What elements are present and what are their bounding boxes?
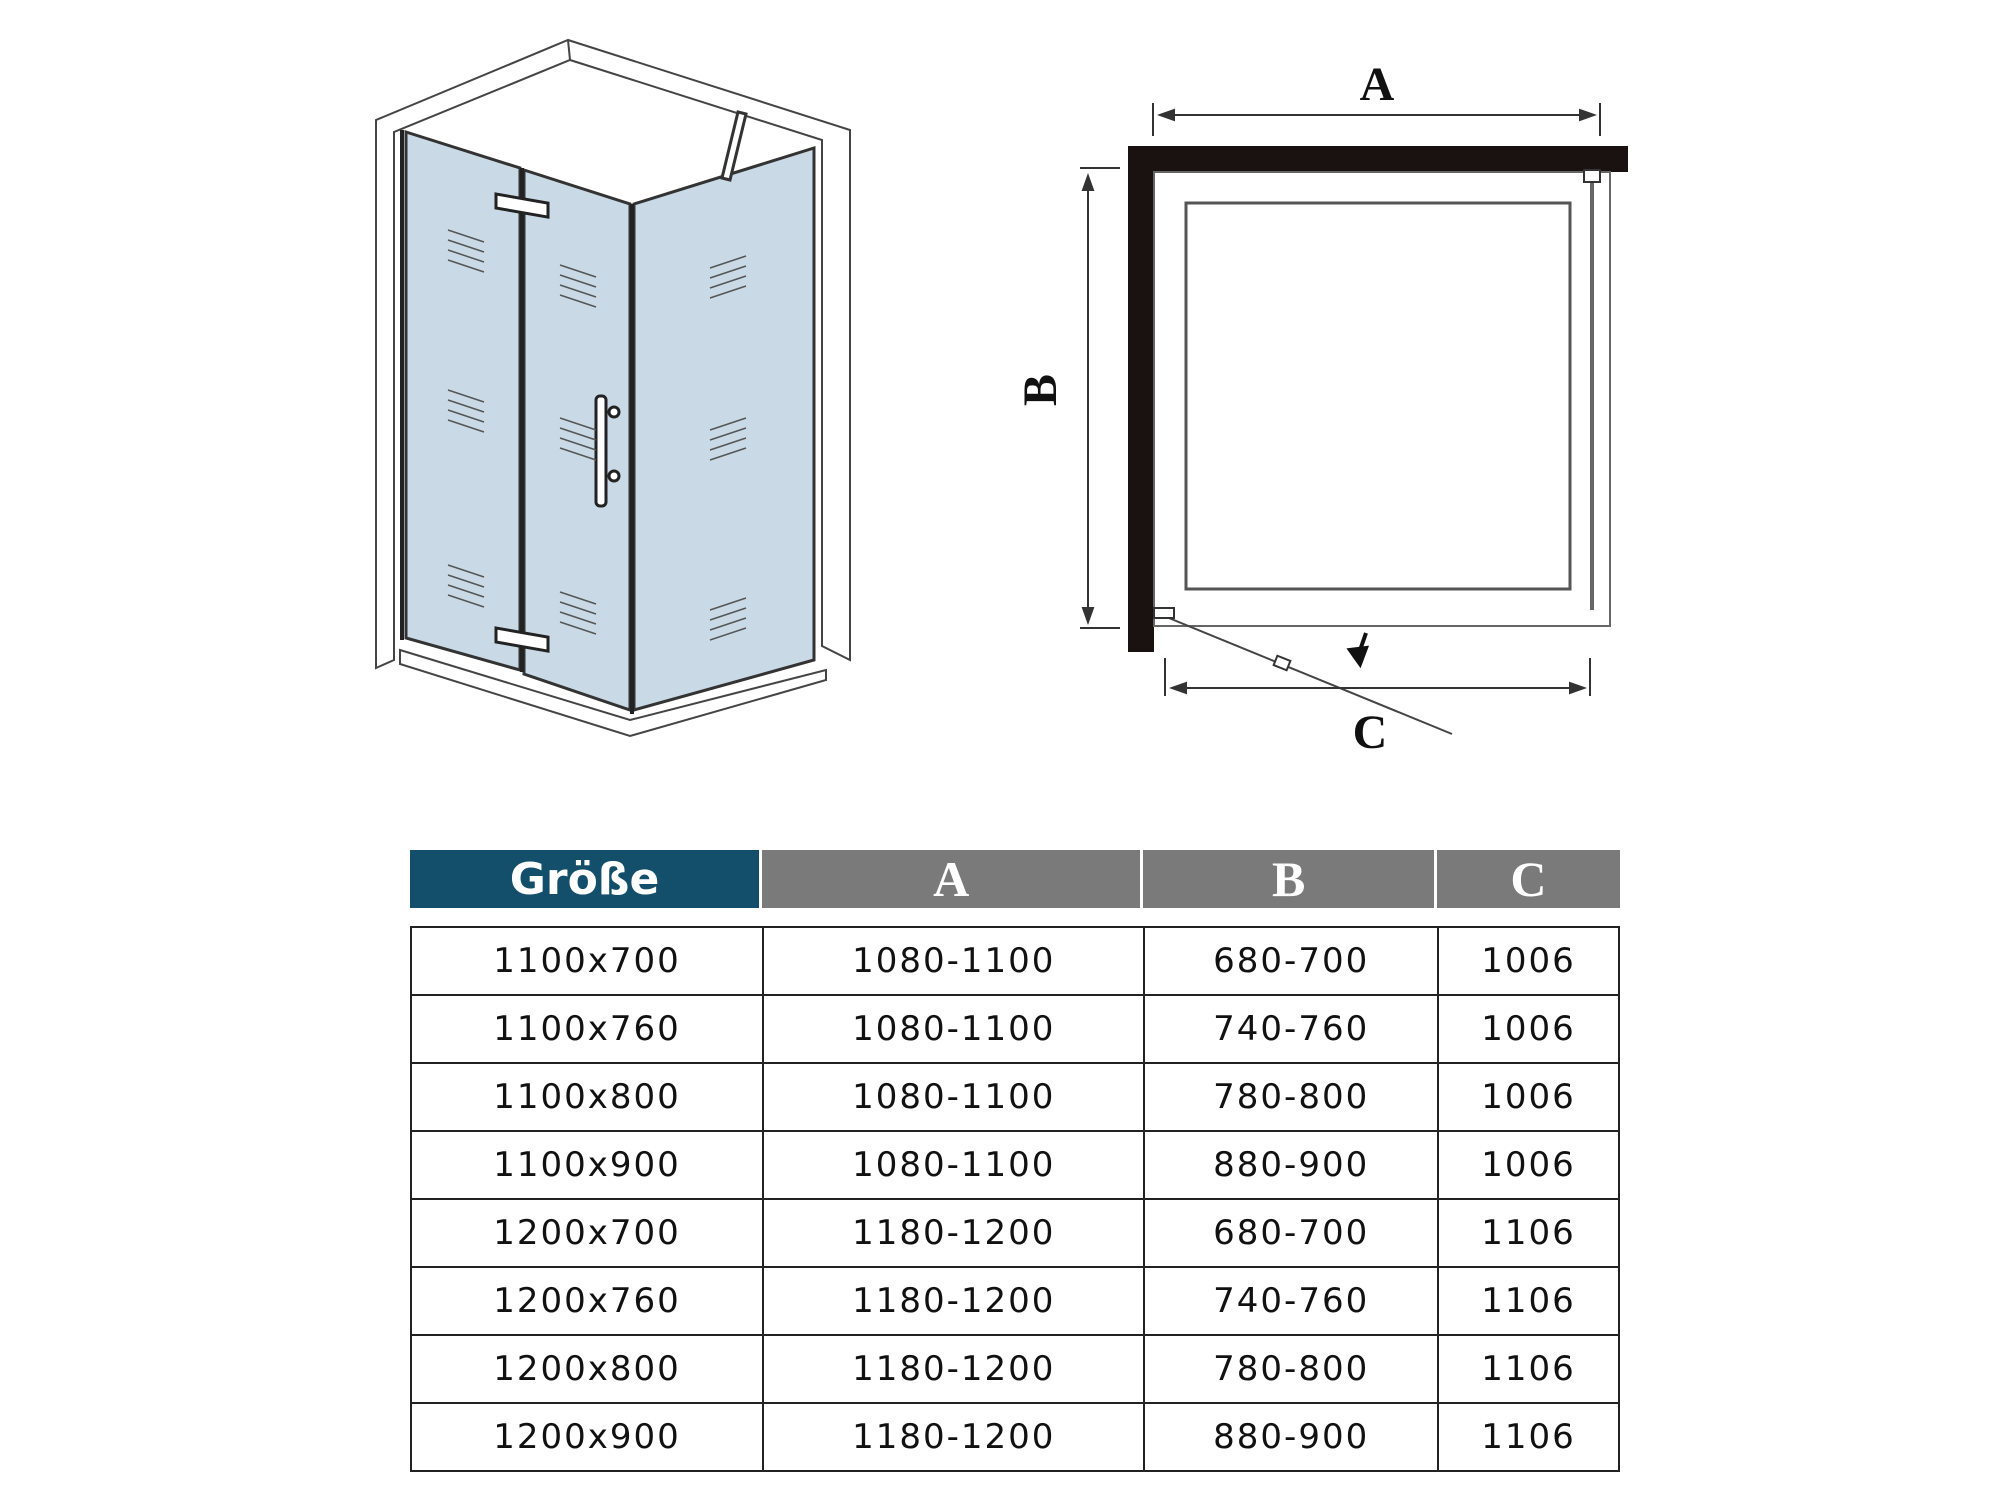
table-row <box>410 1404 1620 1472</box>
side-panel-bracket <box>1584 170 1600 182</box>
table-row <box>410 996 1620 1064</box>
dimension-b-label: B <box>1014 373 1067 407</box>
header-b: B <box>1143 850 1437 908</box>
table-spacer <box>410 908 1620 926</box>
cell-a: 1180-1200 <box>762 1336 1143 1404</box>
plan-view-diagram <box>1000 40 1680 800</box>
cell-c: 1006 <box>1437 926 1620 996</box>
table-row <box>410 1268 1620 1336</box>
dimension-a-label: A <box>1359 58 1395 111</box>
cell-c: 1006 <box>1437 996 1620 1064</box>
cell-c: 1106 <box>1437 1200 1620 1268</box>
header-size: Größe <box>410 850 762 908</box>
cell-b: 680-700 <box>1143 1200 1437 1268</box>
table-row <box>410 1200 1620 1268</box>
table-row <box>410 1132 1620 1200</box>
cell-b: 740-760 <box>1143 1268 1437 1336</box>
side-panel <box>632 148 814 714</box>
cell-a: 1080-1100 <box>762 1064 1143 1132</box>
left-wall <box>1128 146 1154 652</box>
cell-a: 1080-1100 <box>762 926 1143 996</box>
cell-b: 880-900 <box>1143 1132 1437 1200</box>
back-wall <box>1128 146 1628 172</box>
cell-size: 1100x900 <box>410 1132 762 1200</box>
table-row <box>410 1064 1620 1132</box>
cell-c: 1106 <box>1437 1336 1620 1404</box>
cell-size: 1200x900 <box>410 1404 762 1472</box>
header-a: A <box>762 850 1143 908</box>
door-swing-line <box>1164 616 1452 734</box>
cell-a: 1080-1100 <box>762 1132 1143 1200</box>
dimension-c <box>1165 658 1590 696</box>
table-row <box>410 926 1620 996</box>
shower-enclosure-illustration <box>360 20 880 760</box>
swing-arrow-icon <box>1350 633 1366 664</box>
cell-size: 1100x760 <box>410 996 762 1064</box>
cell-size: 1100x700 <box>410 926 762 996</box>
cell-size: 1200x700 <box>410 1200 762 1268</box>
table-row <box>410 1336 1620 1404</box>
cell-a: 1180-1200 <box>762 1200 1143 1268</box>
dimension-b <box>1080 168 1120 628</box>
header-c: C <box>1437 850 1620 908</box>
cell-c: 1006 <box>1437 1132 1620 1200</box>
cell-b: 780-800 <box>1143 1064 1437 1132</box>
cell-c: 1006 <box>1437 1064 1620 1132</box>
cell-b: 740-760 <box>1143 996 1437 1064</box>
cell-b: 780-800 <box>1143 1336 1437 1404</box>
cell-a: 1080-1100 <box>762 996 1143 1064</box>
cell-b: 680-700 <box>1143 926 1437 996</box>
table-header-row <box>410 850 1620 908</box>
dimension-c-label: C <box>1352 706 1388 759</box>
cell-size: 1200x800 <box>410 1336 762 1404</box>
door-hinge <box>1154 608 1174 618</box>
door-joint <box>1274 656 1291 671</box>
cell-c: 1106 <box>1437 1404 1620 1472</box>
size-table <box>410 850 1620 1472</box>
cell-b: 880-900 <box>1143 1404 1437 1472</box>
cell-a: 1180-1200 <box>762 1268 1143 1336</box>
cell-size: 1100x800 <box>410 1064 762 1132</box>
cell-c: 1106 <box>1437 1268 1620 1336</box>
cell-a: 1180-1200 <box>762 1404 1143 1472</box>
cell-size: 1200x760 <box>410 1268 762 1336</box>
tray-inner <box>1186 203 1570 589</box>
